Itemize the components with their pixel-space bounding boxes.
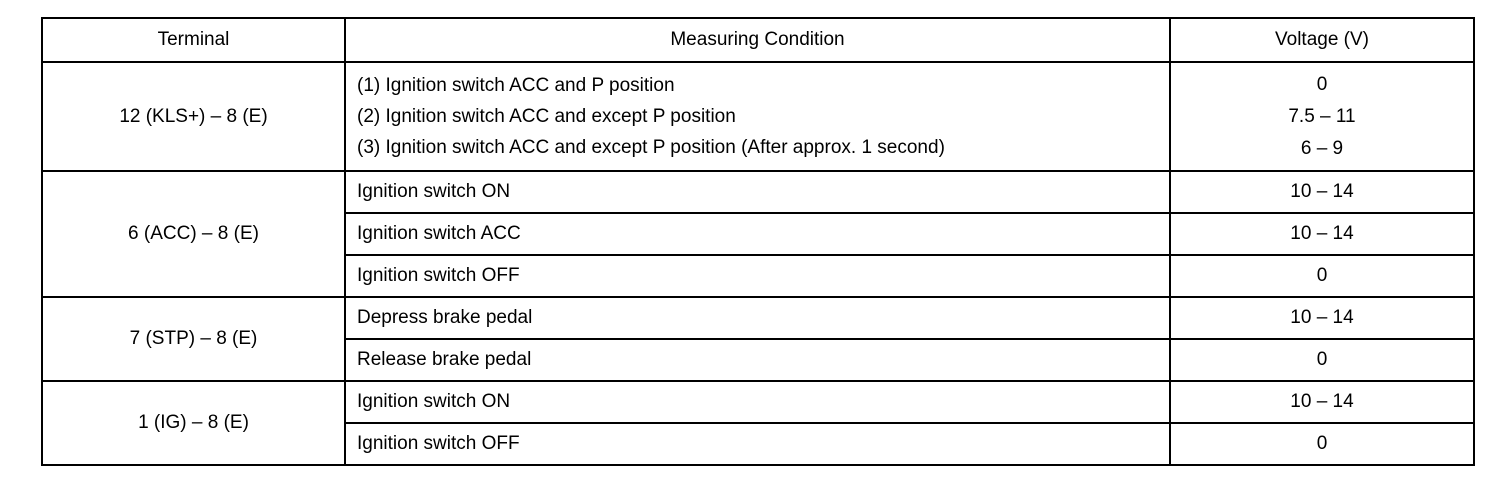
condition-cell: Ignition switch ON (345, 171, 1170, 213)
condition-cell: Ignition switch ON (345, 381, 1170, 423)
voltage-cell: 0 (1170, 255, 1474, 297)
header-row (42, 18, 1474, 62)
voltage-cell: 10 – 14 (1170, 213, 1474, 255)
condition-cell: Ignition switch OFF (345, 423, 1170, 465)
table-row (42, 381, 1474, 423)
condition-line: (1) Ignition switch ACC and P position (357, 75, 675, 96)
voltage-cell: 0 (1170, 423, 1474, 465)
voltage-line: 7.5 – 11 (1288, 105, 1356, 127)
terminal-cell: 1 (IG) – 8 (E) (42, 381, 345, 465)
voltage-cell: 10 – 14 (1170, 381, 1474, 423)
table-row (42, 297, 1474, 339)
table-row (42, 171, 1474, 213)
condition-cell: Ignition switch ACC (345, 213, 1170, 255)
header-terminal: Terminal (42, 18, 345, 62)
table-row (42, 62, 1474, 171)
voltage-cell: 10 – 14 (1170, 171, 1474, 213)
condition-cell: Ignition switch OFF (345, 255, 1170, 297)
header-measuring-condition: Measuring Condition (345, 18, 1170, 62)
condition-cell: Release brake pedal (345, 339, 1170, 381)
terminal-cell: 6 (ACC) – 8 (E) (42, 171, 345, 297)
condition-cell (345, 62, 1170, 171)
voltage-line: 6 – 9 (1300, 137, 1344, 159)
terminal-voltage-table (41, 17, 1475, 466)
voltage-cell (1170, 62, 1474, 171)
condition-cell: Depress brake pedal (345, 297, 1170, 339)
terminal-cell: 12 (KLS+) – 8 (E) (42, 62, 345, 171)
voltage-cell: 0 (1170, 339, 1474, 381)
condition-line: (2) Ignition switch ACC and except P position (357, 106, 736, 127)
condition-line: (3) Ignition switch ACC and except P position (After approx. 1 second) (357, 137, 945, 158)
header-voltage: Voltage (V) (1170, 18, 1474, 62)
voltage-cell: 10 – 14 (1170, 297, 1474, 339)
voltage-line: 0 (1316, 73, 1328, 95)
terminal-cell: 7 (STP) – 8 (E) (42, 297, 345, 381)
